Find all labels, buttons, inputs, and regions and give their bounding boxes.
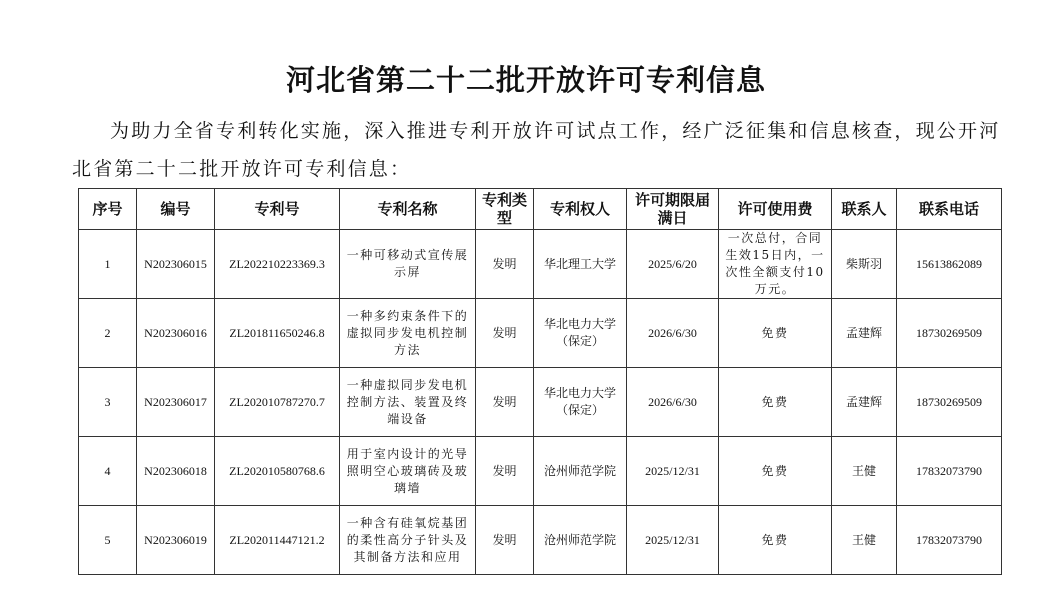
patent-table	[78, 188, 1002, 575]
cell-expiry: 2025/6/20	[627, 230, 719, 299]
cell-type: 发明	[476, 506, 534, 575]
cell-fee: 免费	[719, 437, 832, 506]
cell-seq: 2	[79, 299, 137, 368]
header-seq: 序号	[79, 189, 137, 230]
header-patent-no: 专利号	[215, 189, 340, 230]
cell-contact: 孟建辉	[832, 299, 897, 368]
header-phone: 联系电话	[897, 189, 1002, 230]
cell-type: 发明	[476, 299, 534, 368]
cell-name: 一种虚拟同步发电机控制方法、装置及终端设备	[340, 368, 476, 437]
cell-expiry: 2025/12/31	[627, 506, 719, 575]
cell-code: N202306018	[137, 437, 215, 506]
cell-expiry: 2026/6/30	[627, 368, 719, 437]
cell-expiry: 2026/6/30	[627, 299, 719, 368]
cell-phone: 18730269509	[897, 299, 1002, 368]
cell-phone: 17832073790	[897, 506, 1002, 575]
cell-fee: 免费	[719, 506, 832, 575]
cell-seq: 4	[79, 437, 137, 506]
header-name: 专利名称	[340, 189, 476, 230]
cell-phone: 18730269509	[897, 368, 1002, 437]
cell-name: 用于室内设计的光导照明空心玻璃砖及玻璃墙	[340, 437, 476, 506]
cell-owner: 华北电力大学（保定）	[534, 299, 627, 368]
cell-owner: 华北电力大学（保定）	[534, 368, 627, 437]
cell-patent-no: ZL201811650246.8	[215, 299, 340, 368]
table-row	[79, 437, 1002, 506]
cell-code: N202306017	[137, 368, 215, 437]
cell-phone: 15613862089	[897, 230, 1002, 299]
cell-seq: 5	[79, 506, 137, 575]
cell-patent-no: ZL202010580768.6	[215, 437, 340, 506]
header-type: 专利类型	[476, 189, 534, 230]
cell-fee: 免费	[719, 299, 832, 368]
header-contact: 联系人	[832, 189, 897, 230]
cell-type: 发明	[476, 368, 534, 437]
table-row	[79, 368, 1002, 437]
cell-seq: 3	[79, 368, 137, 437]
cell-expiry: 2025/12/31	[627, 437, 719, 506]
cell-type: 发明	[476, 230, 534, 299]
cell-fee: 免费	[719, 368, 832, 437]
table-row	[79, 506, 1002, 575]
header-expiry: 许可期限届满日	[627, 189, 719, 230]
table-header-row	[79, 189, 1002, 230]
cell-contact: 王健	[832, 506, 897, 575]
cell-owner: 华北理工大学	[534, 230, 627, 299]
table-row	[79, 299, 1002, 368]
cell-contact: 柴斯羽	[832, 230, 897, 299]
cell-name: 一种多约束条件下的虚拟同步发电机控制方法	[340, 299, 476, 368]
cell-code: N202306015	[137, 230, 215, 299]
page-title: 河北省第二十二批开放许可专利信息	[285, 63, 766, 97]
intro-paragraph: 为助力全省专利转化实施，深入推进专利开放许可试点工作，经广泛征集和信息核查，现公开河北省第二十二批开放许可专利信息：	[72, 120, 1001, 180]
cell-owner: 沧州师范学院	[534, 437, 627, 506]
cell-code: N202306019	[137, 506, 215, 575]
cell-contact: 王健	[832, 437, 897, 506]
cell-code: N202306016	[137, 299, 215, 368]
cell-type: 发明	[476, 437, 534, 506]
header-fee: 许可使用费	[719, 189, 832, 230]
cell-contact: 孟建辉	[832, 368, 897, 437]
cell-seq: 1	[79, 230, 137, 299]
header-code: 编号	[137, 189, 215, 230]
cell-name: 一种含有硅氧烷基团的柔性高分子针头及其制备方法和应用	[340, 506, 476, 575]
cell-name: 一种可移动式宣传展示屏	[340, 230, 476, 299]
cell-patent-no: ZL202210223369.3	[215, 230, 340, 299]
cell-owner: 沧州师范学院	[534, 506, 627, 575]
cell-patent-no: ZL202010787270.7	[215, 368, 340, 437]
header-owner: 专利权人	[534, 189, 627, 230]
cell-patent-no: ZL202011447121.2	[215, 506, 340, 575]
cell-fee: 一次总付，合同生效15日内，一次性全额支付10万元。	[719, 230, 832, 299]
cell-phone: 17832073790	[897, 437, 1002, 506]
table-row	[79, 230, 1002, 299]
